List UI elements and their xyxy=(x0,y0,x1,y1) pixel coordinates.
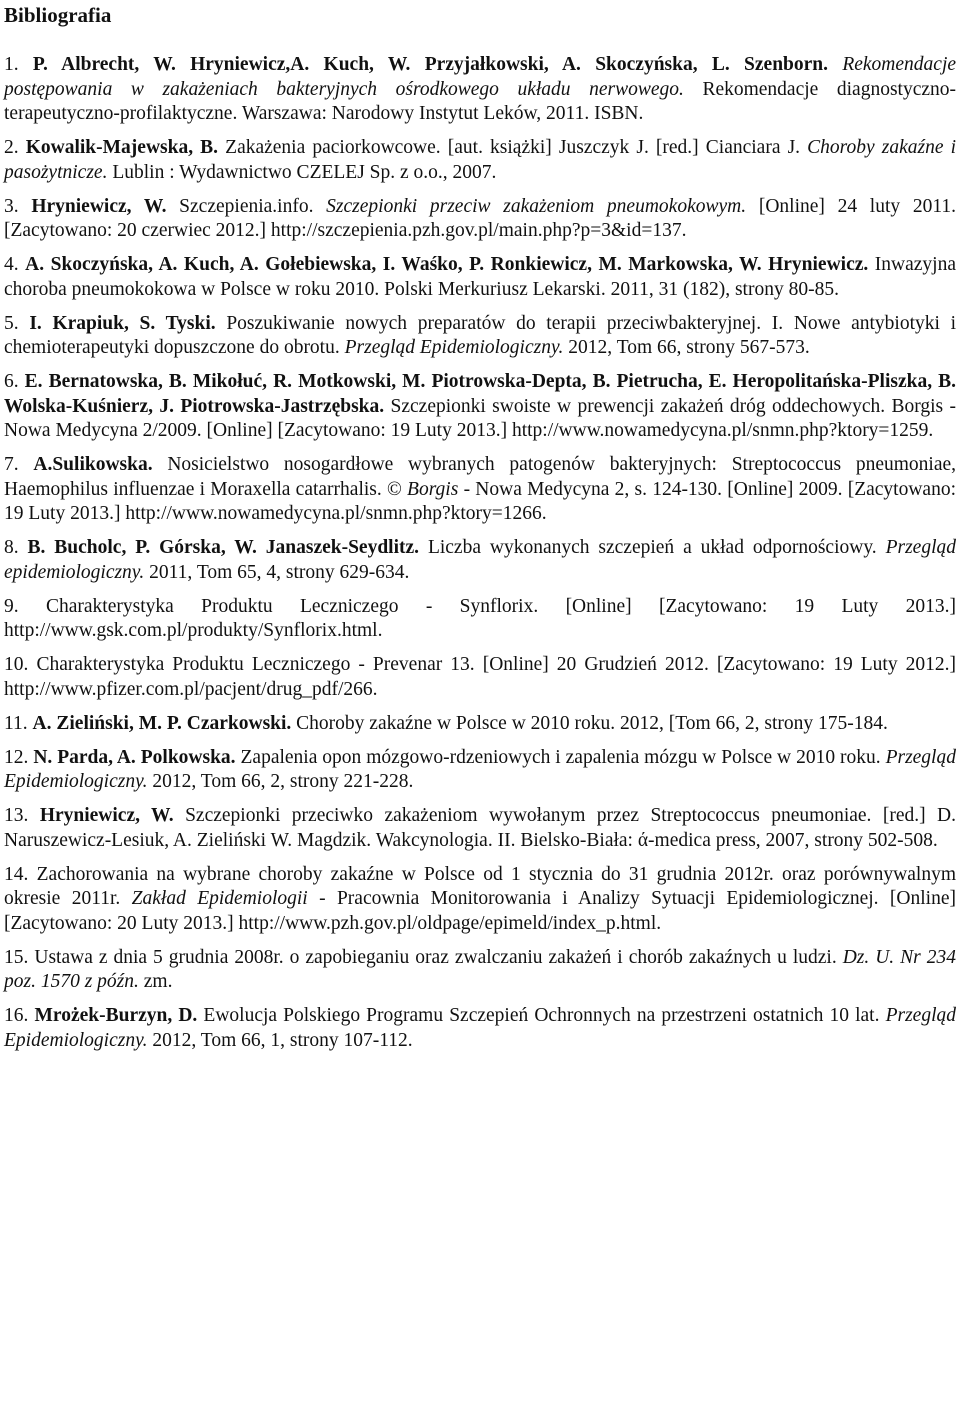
bibliography-entry xyxy=(4,946,956,995)
entry-text: zm. xyxy=(138,971,173,992)
entry-authors: Hryniewicz, W. xyxy=(31,195,167,217)
entry-text: - Pracownia Monitorowania i Analizy Sytuacji Epidemiologicznej. [Online] [Zacytowano: 20 Luty 2013.] http://www.pzh.gov.pl/oldpage/epimeld/index_p.html. xyxy=(4,888,956,934)
entry-authors: A. Zieliński, M. P. Czarkowski. xyxy=(32,712,292,734)
bibliography-entry xyxy=(4,1004,956,1053)
entry-text: Charakterystyka Produktu Leczniczego - Prevenar 13. [Online] 20 Grudzień 2012. [Zacytowano: 19 Luty 2012.] http://www.pfizer.com.pl/pacjent/drug_pdf/266. xyxy=(4,654,957,700)
entry-text: 2012, Tom 66, 1, strony 107-112. xyxy=(147,1029,413,1051)
entry-text: Zapalenia opon mózgowo-rdzeniowych i zapalenia mózgu w Polsce w 2010 roku. xyxy=(235,746,886,768)
bibliography-entry xyxy=(4,712,956,737)
entry-italic-text: Szczepionki przeciw zakażeniom pneumokokowym. xyxy=(326,195,747,217)
bibliography-entry xyxy=(4,595,956,644)
entry-number: 6. xyxy=(4,371,19,392)
entry-italic-text: Przegląd Epidemiologiczny. xyxy=(344,337,564,358)
entry-number: 7. xyxy=(4,454,19,475)
entry-authors: N. Parda, A. Polkowska. xyxy=(33,746,236,768)
entry-text: Szczepienia.info. xyxy=(166,195,327,217)
entry-text: [Online] 24 luty 2011. [Zacytowano: 20 czerwiec 2012.] http://szczepienia.pzh.gov.pl/main.php?p=3&id=137. xyxy=(4,195,957,241)
bibliography-entry xyxy=(4,253,956,302)
entry-text: Poszukiwanie nowych preparatów do terapii przeciwbakteryjnej. I. Nowe antybiotyki i chemioterapeutyki dopuszczone do obrotu. xyxy=(4,312,957,358)
entry-authors: A.Sulikowska. xyxy=(33,454,153,475)
entry-authors: Kowalik-Majewska, B. xyxy=(25,137,219,158)
bibliography-entry xyxy=(4,53,956,127)
entry-text: Szczepionki przeciwko zakażeniom wywołanym przez Streptococcus pneumoniae. [red.] D. Naruszewicz-Lesiuk, A. Zieliński W. Magdzik. Wakcynologia. II. Bielsko-Biała: ά-medica press, 2007, strony 502-508. xyxy=(4,805,957,851)
entry-authors: I. Krapiuk, S. Tyski. xyxy=(29,312,216,334)
entry-text: Nosicielstwo nosogardłowe wybranych patogenów bakteryjnych: Streptococcus pneumoniae, Haemophilus influenzae i Moraxella catarrhalis. © xyxy=(4,454,956,500)
entry-authors: A. Skoczyńska, A. Kuch, A. Gołebiewska, I. Waśko, P. Ronkiewicz, M. Markowska, W. Hryniewicz. xyxy=(25,254,869,275)
page-title: Bibliografia xyxy=(4,3,112,27)
entry-text xyxy=(828,54,842,75)
bibliography-entry xyxy=(4,863,956,937)
entry-authors: B. Bucholc, P. Górska, W. Janaszek-Seydlitz. xyxy=(27,537,420,558)
entry-number: 14. xyxy=(4,863,29,885)
entry-authors: P. Albrecht, W. Hryniewicz,A. Kuch, W. Przyjałkowski, A. Skoczyńska, L. Szenborn. xyxy=(32,54,829,75)
bibliography-entry xyxy=(4,746,956,795)
entry-italic-text: Dz. U. Nr 234 poz. 1570 z późn. xyxy=(4,946,956,992)
bibliography-entry xyxy=(4,536,956,585)
entry-text: Ewolucja Polskiego Programu Szczepień Ochronnych na przestrzeni ostatnich 10 lat. xyxy=(197,1005,886,1026)
bibliography-entry xyxy=(4,312,956,361)
entry-number: 5. xyxy=(4,312,19,334)
entry-number: 15. xyxy=(4,946,29,968)
entry-number: 4. xyxy=(4,254,19,275)
entry-text: Rekomendacje diagnostyczno-terapeutyczno-profilaktyczne. Warszawa: Narodowy Instytut Leków, 2011. ISBN. xyxy=(4,78,957,124)
entry-italic-text: Przegląd Epidemiologiczny. xyxy=(4,1005,956,1051)
bibliography-list xyxy=(4,53,956,1053)
entry-italic-text: Borgis xyxy=(407,478,459,500)
entry-italic-text: Choroby zakaźne i pasożytnicze. xyxy=(4,137,956,183)
entry-text: Zakażenia paciorkowcowe. [aut. książki] Juszczyk J. [red.] Cianciara J. xyxy=(218,137,808,158)
entry-italic-text: Przegląd epidemiologiczny. xyxy=(4,537,956,583)
entry-authors: E. Bernatowska, B. Mikołuć, R. Motkowski, M. Piotrowska-Depta, B. Pietrucha, E. Heropolitańska-Pliszka, B. Wolska-Kuśnierz, J. Piotrowska-Jastrzębska. xyxy=(4,371,956,417)
entry-number: 1. xyxy=(4,54,19,75)
entry-text: Liczba wykonanych szczepień a układ odpornościowy. xyxy=(419,537,886,558)
entry-text: 2012, Tom 66, strony 567-573. xyxy=(563,337,810,358)
bibliography-entry xyxy=(4,370,956,444)
bibliography-entry xyxy=(4,804,956,853)
entry-number: 9. xyxy=(4,595,19,617)
entry-italic-text: Rekomendacje postępowania w zakażeniach bakteryjnych ośrodkowego układu nerwowego. xyxy=(4,54,957,100)
entry-italic-text: Przegląd Epidemiologiczny. xyxy=(4,746,956,792)
entry-italic-text: Zakład Epidemiologii xyxy=(131,888,308,909)
bibliography-entry xyxy=(4,195,956,244)
entry-text: Charakterystyka Produktu Leczniczego - Synflorix. [Online] [Zacytowano: 19 Luty 2013.] http://www.gsk.com.pl/produkty/Synflorix.html. xyxy=(4,595,957,641)
entry-text: Lublin : Wydawnictwo CZELEJ Sp. z o.o., 2007. xyxy=(107,161,497,183)
entry-number: 16. xyxy=(4,1005,29,1026)
entry-number: 8. xyxy=(4,537,19,558)
entry-authors: Mrożek-Burzyn, D. xyxy=(34,1005,198,1026)
entry-number: 3. xyxy=(4,195,19,217)
entry-number: 12. xyxy=(4,746,29,768)
entry-text: 2011, Tom 65, 4, strony 629-634. xyxy=(144,561,410,583)
entry-text: Choroby zakaźne w Polsce w 2010 roku. 2012, [Tom 66, 2, strony 175-184. xyxy=(291,712,888,734)
entry-number: 10. xyxy=(4,654,29,675)
bibliography-entry xyxy=(4,453,956,527)
entry-number: 13. xyxy=(4,805,29,826)
entry-text: Zachorowania na wybrane choroby zakaźne w Polsce od 1 stycznia do 31 grudnia 2012r. oraz porównywalnym okresie 2011r. xyxy=(4,863,957,909)
entry-text: Ustawa z dnia 5 grudnia 2008r. o zapobieganiu oraz zwalczaniu zakażeń i chorób zakaźnych u ludzi. xyxy=(34,946,843,968)
bibliography-entry xyxy=(4,136,956,185)
bibliography-entry xyxy=(4,653,956,702)
entry-text: 2012, Tom 66, 2, strony 221-228. xyxy=(147,771,414,792)
entry-number: 2. xyxy=(4,137,19,158)
entry-number: 11. xyxy=(4,712,28,734)
entry-text: - Nowa Medycyna 2, s. 124-130. [Online] 2009. [Zacytowano: 19 Luty 2013.] http://www.nowamedycyna.pl/snmn.php?ktory=1266. xyxy=(4,478,956,524)
entry-authors: Hryniewicz, W. xyxy=(39,805,174,826)
entry-text: Inwazyjna choroba pneumokokowa w Polsce w roku 2010. Polski Merkuriusz Lekarski. 2011, 31 (182), strony 80-85. xyxy=(4,254,956,300)
entry-text: Szczepionki swoiste w prewencji zakażeń dróg oddechowych. Borgis - Nowa Medycyna 2/2009. [Online] [Zacytowano: 19 Luty 2013.] http://www.nowamedycyna.pl/snmn.php?ktory=1259. xyxy=(4,395,956,441)
